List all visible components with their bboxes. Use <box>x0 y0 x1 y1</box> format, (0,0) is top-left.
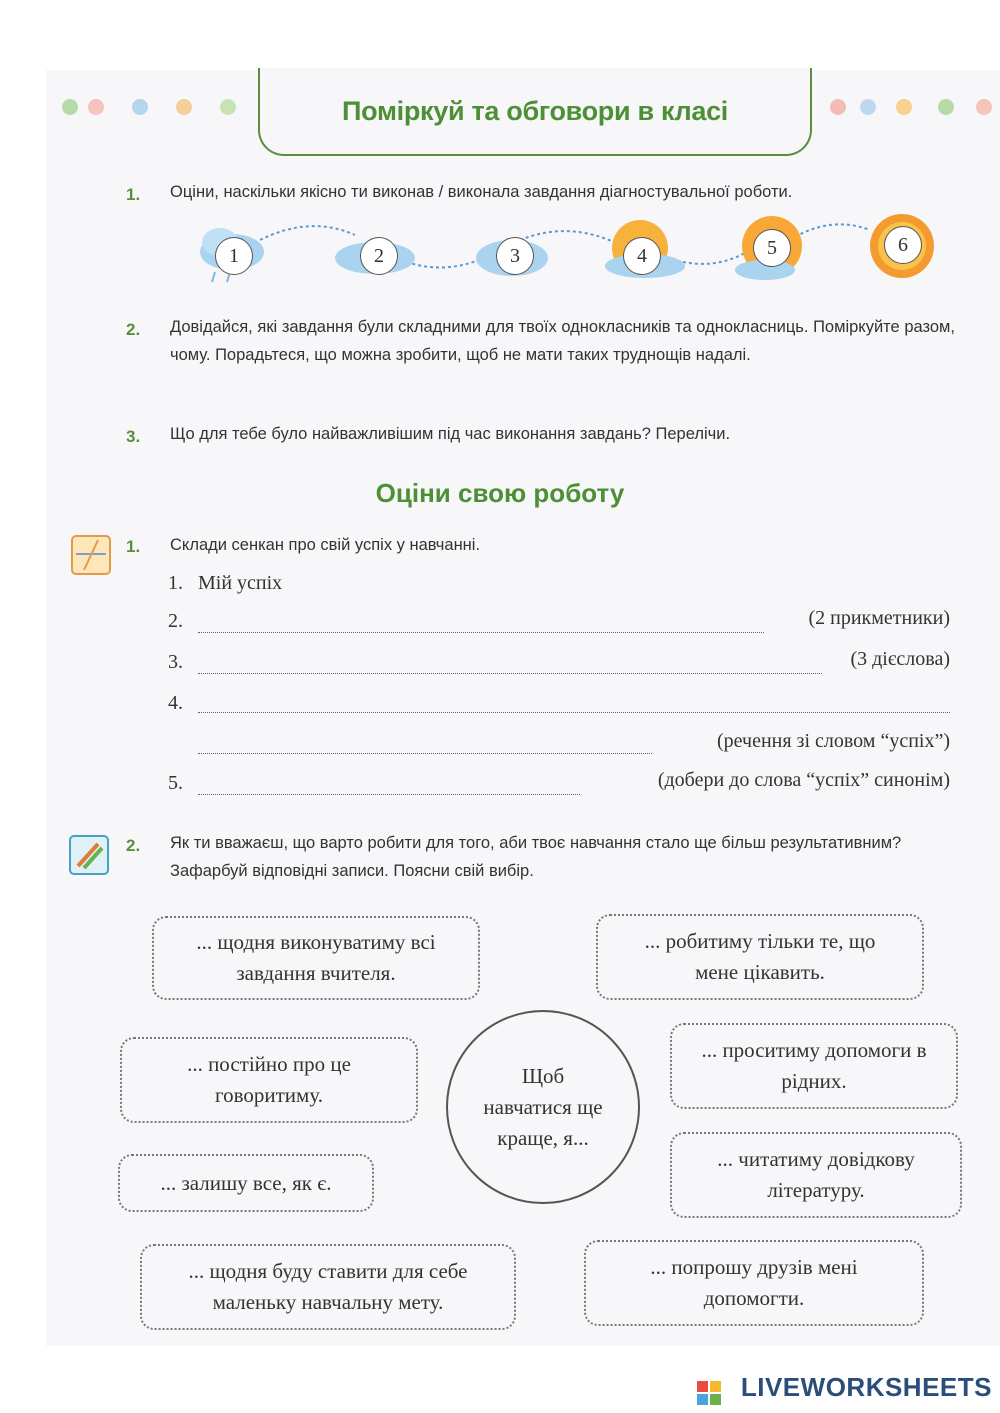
decorative-dot <box>896 99 912 115</box>
task-number: 2. <box>126 320 141 339</box>
decorative-dot <box>88 99 104 115</box>
option-bubble[interactable]: ... постійно про це говоритиму. <box>120 1037 418 1123</box>
task-number: 1. <box>126 537 141 556</box>
scale-option-2[interactable]: 2 <box>360 237 398 275</box>
line-number: 3. <box>168 651 183 673</box>
decorative-dot <box>176 99 192 115</box>
task-text: Як ти вважаєш, що варто робити для того, аби твоє навчання стало ще більш результативним? Зафарбуй відповідні записи. Поясни свій вибір. <box>170 834 902 880</box>
scale-option-5[interactable]: 5 <box>753 229 791 267</box>
decorative-dot <box>938 99 954 115</box>
pencils-icon <box>68 834 110 876</box>
option-bubble[interactable]: ... проситиму допомоги в рідних. <box>670 1023 958 1109</box>
line-hint: (речення зі словом “успіх”) <box>716 730 950 752</box>
option-bubble[interactable]: ... робитиму тільки те, що мене цікавить. <box>596 914 924 1000</box>
liveworksheets-logo-icon <box>697 1381 721 1405</box>
answer-line[interactable] <box>198 632 764 633</box>
line-hint: (3 дієслова) <box>850 648 950 670</box>
option-bubble[interactable]: ... щодня виконуватиму всі завдання вчителя. <box>152 916 480 1000</box>
option-bubble[interactable]: ... читатиму довідкову літературу. <box>670 1132 962 1218</box>
task-number: 3. <box>126 427 141 446</box>
self-assessment-scale <box>190 210 960 290</box>
scale-option-6[interactable]: 6 <box>884 226 922 264</box>
center-prompt <box>446 1010 640 1204</box>
line-number: 5. <box>168 772 183 794</box>
decorative-dot <box>62 99 78 115</box>
line-text: Мій успіх <box>198 572 283 594</box>
answer-line[interactable] <box>198 794 580 795</box>
scale-option-1[interactable]: 1 <box>215 237 253 275</box>
task-text: Довідайся, які завдання були складними для твоїх однокласників та однокласниць. Поміркуйте разом, чому. Порадьтеся, що можна зробити, щоб не мати таких труднощів надалі. <box>170 318 955 364</box>
center-prompt-text: Щоб навчатися ще краще, я... <box>483 1063 603 1150</box>
option-bubble[interactable]: ... залишу все, як є. <box>118 1154 374 1212</box>
decorative-dot <box>976 99 992 115</box>
line-number: 2. <box>168 610 183 632</box>
scale-option-4[interactable]: 4 <box>623 237 661 275</box>
option-bubble[interactable]: ... щодня буду ставити для себе маленьку навчальну мету. <box>140 1244 516 1330</box>
page-title: Поміркуй та обговори в класі <box>342 96 728 126</box>
decorative-dot <box>220 99 236 115</box>
option-bubble[interactable]: ... попрошу друзів мені допомогти. <box>584 1240 924 1326</box>
decorative-dot <box>132 99 148 115</box>
section-title: Оціни свою роботу <box>375 478 625 508</box>
footer-brand[interactable]: LIVEWORKSHEETS <box>740 1372 992 1402</box>
line-hint: (добери до слова “успіх” синонім) <box>657 769 950 791</box>
scale-option-3[interactable]: 3 <box>496 237 534 275</box>
writing-task-icon <box>70 534 112 576</box>
line-number: 1. <box>168 572 183 594</box>
task-number: 2. <box>126 836 141 855</box>
line-number: 4. <box>168 692 183 714</box>
answer-line[interactable] <box>198 712 950 713</box>
task-text: Що для тебе було найважливішим під час виконання завдань? Перелічи. <box>170 425 731 443</box>
answer-line[interactable] <box>198 753 652 754</box>
task-text: Оціни, наскільки якісно ти виконав / виконала завдання діагностувальної роботи. <box>170 183 793 201</box>
task-text: Склади сенкан про свій успіх у навчанні. <box>170 536 481 554</box>
answer-line[interactable] <box>198 673 822 674</box>
line-hint: (2 прикметники) <box>808 607 950 629</box>
task-number: 1. <box>126 185 141 204</box>
decorative-dot <box>830 99 846 115</box>
decorative-dot <box>860 99 876 115</box>
